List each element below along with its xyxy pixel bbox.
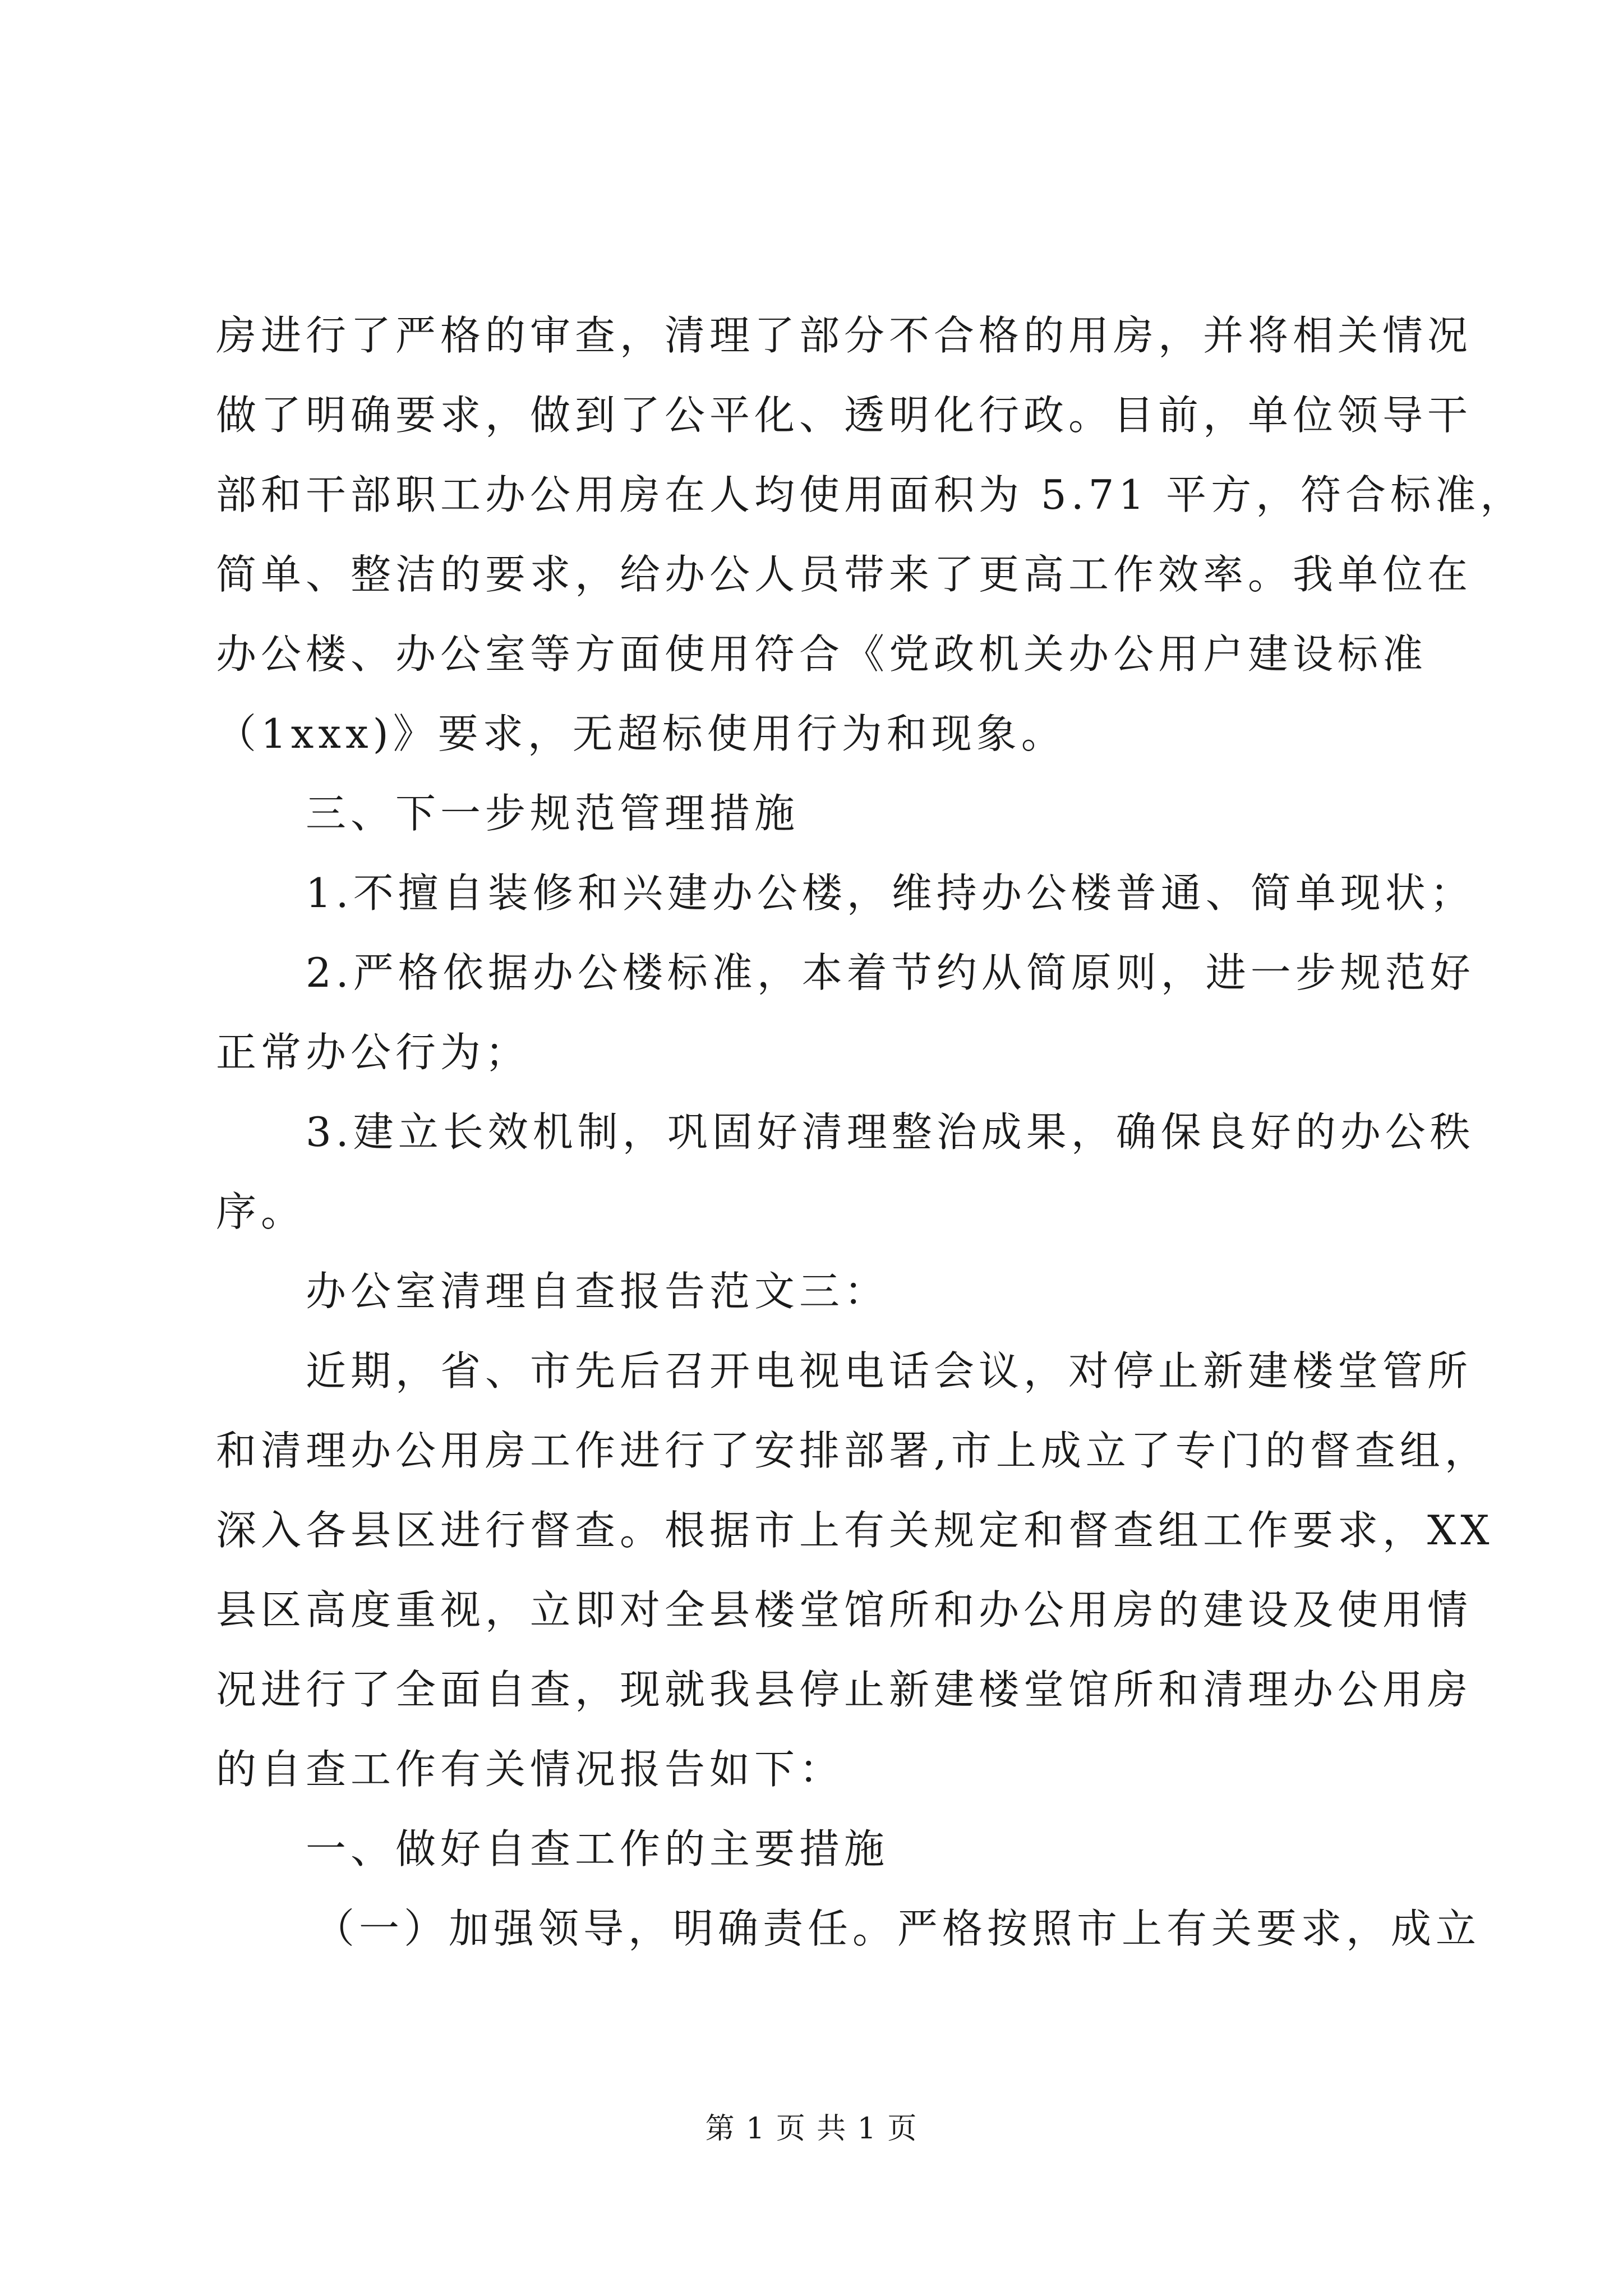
body-text-line: 正常办公行为；: [216, 1029, 531, 1076]
body-text-line: 深入各县区进行督查。根据市上有关规定和督查组工作要求，XX: [216, 1507, 1494, 1554]
body-text-line: 县区高度重视，立即对全县楼堂馆所和办公用房的建设及使用情: [216, 1586, 1473, 1634]
body-text-line: 简单、整洁的要求，给办公人员带来了更高工作效率。我单位在: [216, 551, 1473, 598]
section-heading: 三、下一步规范管理措施: [306, 790, 800, 837]
body-text-line: 况进行了全面自查，现就我县停止新建楼堂馆所和清理办公用房: [216, 1666, 1473, 1713]
body-text-line: 和清理办公用房工作进行了安排部署,市上成立了专门的督查组，: [216, 1427, 1490, 1474]
body-text-line: 序。: [216, 1188, 306, 1235]
body-text-line: 房进行了严格的审查，清理了部分不合格的用房，并将相关情况: [216, 312, 1473, 359]
list-item-text: 3.建立长效机制，巩固好清理整治成果，确保良好的办公秩: [306, 1108, 1475, 1156]
section-heading: 一、做好自查工作的主要措施: [306, 1825, 889, 1872]
body-text-line: 部和干部职工办公用房在人均使用面积为 5.71 平方，符合标准，: [216, 471, 1525, 518]
body-text-line: 的自查工作有关情况报告如下：: [216, 1746, 845, 1793]
body-text-line: （一）加强领导，明确责任。严格按照市上有关要求，成立: [314, 1905, 1481, 1952]
body-text-line: （1xxx)》要求，无超标使用行为和现象。: [216, 710, 1066, 757]
section-title: 办公室清理自查报告范文三：: [306, 1268, 889, 1315]
list-item-text: 2.严格依据办公楼标准，本着节约从简原则，进一步规范好: [306, 949, 1475, 996]
body-text-line: 做了明确要求，做到了公平化、透明化行政。目前，单位领导干: [216, 392, 1473, 439]
list-item-text: 1.不擅自装修和兴建办公楼，维持办公楼普通、简单现状；: [306, 869, 1475, 917]
body-text-line: 近期，省、市先后召开电视电话会议，对停止新建楼堂管所: [306, 1347, 1473, 1395]
body-text-line: 办公楼、办公室等方面使用符合《党政机关办公用户建设标准: [216, 631, 1428, 678]
page-footer: 第 1 页 共 1 页: [705, 2112, 918, 2146]
